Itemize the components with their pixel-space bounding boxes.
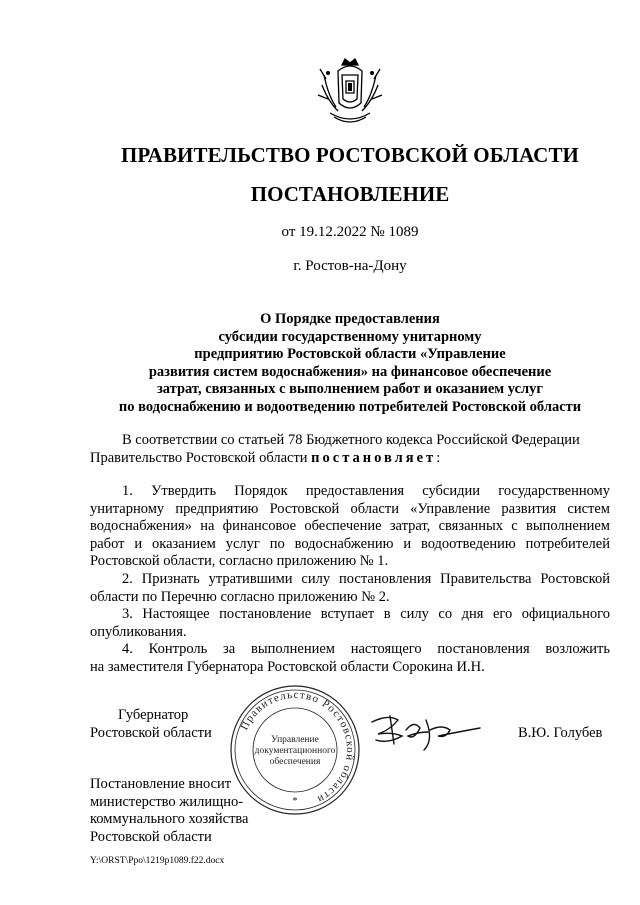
signatory-title: Губернатор (118, 707, 189, 723)
document-city: г. Ростов-на-Дону (293, 258, 407, 274)
item-line: унитарному предприятию Ростовской области «Управление развития систем (90, 500, 610, 517)
item-line: 4. Контроль за выполнением настоящего постановления возложить (122, 641, 610, 657)
signatory-name: В.Ю. Голубев (518, 725, 603, 741)
item-line: 1. Утвердить Порядок предоставления субсидии государственному (122, 483, 610, 499)
document-date-number: от 19.12.2022 № 1089 (281, 224, 419, 240)
signatory-region: Ростовской области (90, 724, 212, 741)
signatory-position (90, 707, 212, 742)
item-line: Ростовской области, согласно приложению № 1. (90, 553, 389, 570)
submitted-by-note (90, 776, 249, 846)
file-path: Y:\ORST\Ppo\1219p1089.f22.docx (90, 856, 225, 866)
svg-text:*: * (292, 796, 298, 807)
preamble-line-2 (90, 450, 610, 468)
note-line: коммунального хозяйства (90, 811, 249, 828)
svg-text:обеспечения: обеспечения (269, 757, 321, 767)
note-line: министерство жилищно- (90, 793, 244, 810)
preamble-suffix: : (436, 449, 441, 466)
note-line: Ростовской области (90, 828, 212, 845)
heading-line: предприятию Ростовской области «Управление (194, 346, 506, 363)
document-type-title: ПОСТАНОВЛЕНИЕ (250, 182, 450, 206)
note-line: Постановление вносит (90, 776, 232, 792)
item-4-paragraph (90, 641, 610, 676)
handwritten-signature (368, 710, 488, 756)
item-line: водоснабжения» на финансовое обеспечение затрат, связанных с выполнением (90, 518, 610, 535)
svg-text:Правительство Ростовской облас: Правительство Ростовской области (238, 688, 357, 806)
organization-title: ПРАВИТЕЛЬСТВО РОСТОВСКОЙ ОБЛАСТИ (121, 143, 579, 167)
svg-text:документационного: документационного (254, 746, 336, 756)
heading-line: субсидии государственному унитарному (218, 328, 482, 345)
heading-line: О Порядке предоставления (260, 311, 440, 327)
heading-line: развития систем водоснабжения» на финансовое обеспечение (148, 363, 552, 380)
item-2-paragraph (90, 571, 610, 606)
preamble-paragraph (90, 432, 610, 467)
heading-line: по водоснабжению и водоотведению потребителей Ростовской области (118, 398, 582, 415)
item-line: 3. Настоящее постановление вступает в силу со дня его официального (122, 606, 610, 622)
item-line: работ и оказанием услуг по водоснабжению и водоотведению потребителей (90, 535, 610, 552)
coat-of-arms-icon (316, 55, 384, 127)
preamble-line: В соответствии со статьей 78 Бюджетного кодекса Российской Федерации (122, 432, 580, 448)
heading-line: затрат, связанных с выполнением работ и оказанием услуг (156, 381, 544, 398)
item-line: области по Перечню согласно приложению № 2. (90, 588, 390, 605)
item-line: 2. Признать утратившими силу постановления Правительства Ростовской (122, 571, 610, 587)
preamble-prefix: Правительство Ростовской области (90, 449, 312, 466)
item-1-paragraph (90, 483, 610, 571)
document-heading (0, 311, 640, 417)
item-line: на заместителя Губернатора Ростовской области Сорокина И.Н. (90, 658, 485, 675)
resolves-word: постановляет (311, 449, 437, 466)
item-line: опубликования. (90, 623, 187, 640)
item-3-paragraph (90, 606, 610, 641)
svg-text:Управление: Управление (271, 735, 319, 745)
